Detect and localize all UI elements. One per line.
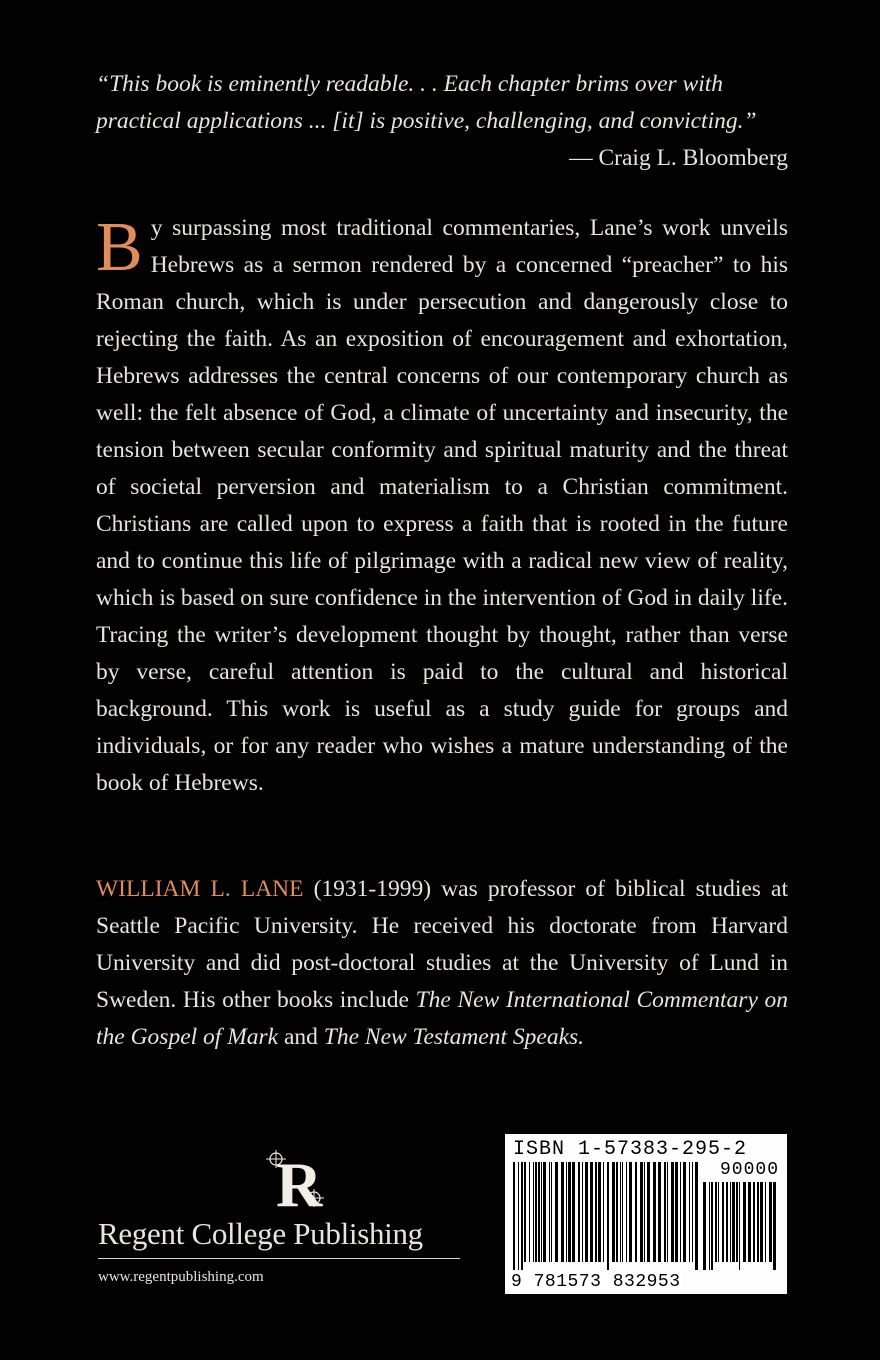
book-title-1: The New International Commentary on the Gospel of Mark bbox=[96, 987, 788, 1050]
barcode-bar bbox=[533, 1162, 534, 1262]
barcode-bar bbox=[715, 1182, 717, 1262]
ean-number: 9 781573 832953 bbox=[511, 1272, 681, 1292]
barcode-bar bbox=[689, 1162, 690, 1262]
publisher-logo bbox=[98, 1150, 460, 1286]
barcode-bar bbox=[640, 1162, 643, 1262]
barcode-bar bbox=[765, 1182, 766, 1262]
barcode-bar bbox=[773, 1182, 776, 1270]
barcode-bar bbox=[664, 1162, 666, 1262]
description-text: y surpassing most traditional commentaries, Lane’s work unveils Hebrews as a sermon rendered by a concerned “preacher” to his Roman church, which is under persecution and dangerously close to rejecting the faith. As an exposition of encouragement and exhortation, Hebrews addresses the central concerns of our contemporary church as well: the felt absence of God, a climate of uncertainty and insecurity, the tension between secular conformity and spiritual maturity and the threat of societal perversion and materialism to a Christian commitment. Christians are called upon to express a faith that is rooted in the future and to continue this life of pilgrimage with a radical new view of reality, which is based on sure confidence in the intervention of God in daily life. Tracing the writer’s development thought by thought, rather than verse by verse, careful attention is paid to the cultural and historical background. This work is useful as a study guide for groups and individuals, or for any reader who wishes a mature understanding of the book of Hebrews. bbox=[96, 215, 788, 796]
barcode-bar bbox=[695, 1162, 698, 1270]
barcode-bar bbox=[709, 1182, 710, 1270]
barcode-bar bbox=[644, 1162, 645, 1262]
barcode-bar bbox=[680, 1162, 681, 1262]
barcode-bar bbox=[658, 1162, 661, 1262]
barcode-bar bbox=[551, 1162, 552, 1262]
book-title-2: The New Testament Speaks. bbox=[323, 1024, 585, 1050]
barcode-bar bbox=[549, 1162, 550, 1262]
barcode-bar bbox=[529, 1162, 530, 1262]
barcode-bar bbox=[760, 1182, 763, 1262]
barcode-bar bbox=[620, 1162, 621, 1262]
barcode-bar bbox=[626, 1162, 627, 1262]
barcode-bar bbox=[647, 1162, 650, 1262]
barcode-bar bbox=[732, 1182, 735, 1262]
barcode-bar bbox=[561, 1162, 564, 1262]
quote-attribution: — Craig L. Bloomberg bbox=[569, 145, 788, 171]
barcode-bar bbox=[753, 1182, 755, 1262]
barcode-bar bbox=[726, 1182, 728, 1262]
barcode-bar bbox=[595, 1162, 597, 1262]
price-code: 90000 bbox=[719, 1160, 779, 1180]
bio-text-2: and bbox=[278, 1024, 324, 1050]
barcode-bar bbox=[667, 1162, 668, 1262]
barcode-bar bbox=[590, 1162, 593, 1262]
author-name: WILLIAM L. LANE bbox=[96, 876, 304, 902]
publisher-url[interactable]: www.regentpublishing.com bbox=[98, 1269, 264, 1285]
barcode-bar bbox=[703, 1182, 706, 1270]
book-description bbox=[96, 210, 788, 802]
barcode-bar bbox=[629, 1162, 632, 1262]
barcode-bar bbox=[521, 1162, 523, 1270]
review-quote bbox=[96, 66, 788, 177]
barcode-bar bbox=[603, 1162, 604, 1262]
barcode-bar bbox=[616, 1162, 618, 1262]
barcode-bar bbox=[518, 1162, 519, 1270]
barcode-bar bbox=[769, 1182, 772, 1262]
barcode-bar bbox=[635, 1162, 637, 1262]
barcode-bar bbox=[568, 1162, 571, 1262]
barcode-bar bbox=[582, 1162, 583, 1262]
barcode-bar bbox=[653, 1162, 656, 1262]
barcode-bar bbox=[535, 1162, 537, 1262]
barcode-bar bbox=[718, 1182, 719, 1262]
barcode-bar bbox=[748, 1182, 751, 1262]
barcode-bar bbox=[607, 1162, 609, 1270]
bio-text-1: (1931-1999) was professor of biblical studies at Seattle Pacific University. He received his doctorate from Harvard University and did post-doctoral studies at the University of Lund in Sweden. His other books include bbox=[96, 876, 788, 1013]
barcode-bar bbox=[598, 1162, 601, 1262]
barcode-bar bbox=[513, 1162, 515, 1270]
quote-text: “This book is eminently readable. . . Each chapter brims over with practical applications ... [it] is positive, challenging, and convicting.” bbox=[96, 71, 757, 134]
barcode-bar bbox=[683, 1162, 686, 1262]
barcode-bar bbox=[585, 1162, 588, 1262]
barcode-bar bbox=[538, 1162, 540, 1262]
barcode-bar bbox=[757, 1182, 759, 1262]
logo-letter: R bbox=[276, 1150, 323, 1216]
barcode-bar bbox=[524, 1162, 526, 1262]
publisher-emblem-icon bbox=[256, 1150, 326, 1216]
barcode-bar bbox=[711, 1182, 713, 1270]
barcode-bar bbox=[692, 1162, 693, 1262]
barcode-bar bbox=[743, 1182, 746, 1262]
ean-barcode-bars bbox=[513, 1162, 701, 1270]
barcode-bar bbox=[675, 1162, 678, 1262]
barcode-bar bbox=[541, 1162, 542, 1262]
isbn-label: ISBN 1-57383-295-2 bbox=[513, 1138, 748, 1161]
barcode-bar bbox=[578, 1162, 580, 1262]
barcode-bar bbox=[555, 1162, 558, 1262]
barcode-bar bbox=[543, 1162, 546, 1262]
barcode-bar bbox=[736, 1182, 738, 1262]
publisher-name: Regent College Publishing bbox=[98, 1216, 460, 1259]
barcode-bar bbox=[722, 1182, 724, 1262]
barcode-bar bbox=[572, 1162, 575, 1262]
isbn-barcode bbox=[505, 1134, 787, 1294]
addon-barcode-bars bbox=[703, 1182, 779, 1270]
barcode-bar bbox=[671, 1162, 674, 1262]
barcode-bar bbox=[730, 1182, 731, 1262]
drop-cap: B bbox=[96, 209, 143, 286]
barcode-bar bbox=[739, 1182, 740, 1270]
barcode-bar bbox=[612, 1162, 615, 1262]
barcode-bar bbox=[566, 1162, 567, 1262]
author-bio bbox=[96, 871, 788, 1056]
barcode-bar bbox=[622, 1162, 623, 1262]
